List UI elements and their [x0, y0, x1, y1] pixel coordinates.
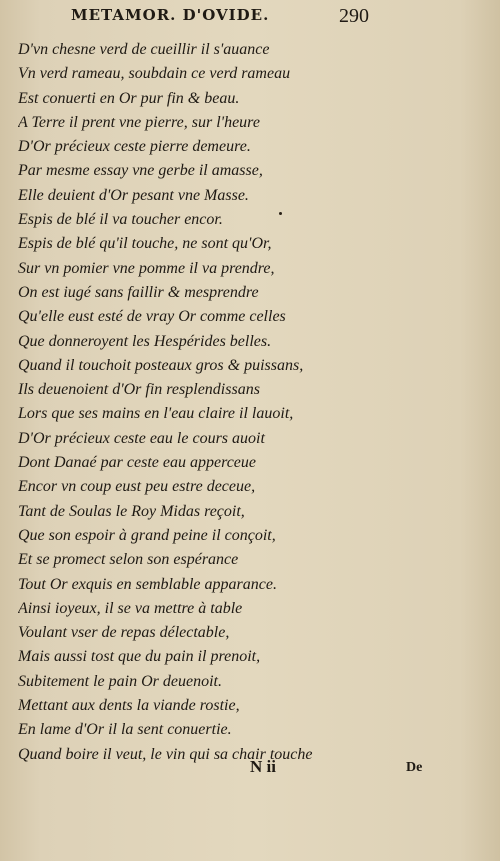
signature-mark: N ii	[250, 757, 276, 776]
verse-line: Par mesme essay vne gerbe il amasse,	[18, 162, 263, 180]
verse-line: Que son espoir à grand peine il conçoit,	[18, 526, 276, 544]
verse-line: Elle deuient d'Or pesant vne Masse.	[18, 186, 249, 204]
verse-line: En lame d'Or il la sent conuertie.	[18, 721, 232, 739]
verse-line: Ils deuenoient d'Or fin resplendissans	[18, 381, 260, 399]
page-number: 290	[339, 5, 369, 27]
verse-line: Mais aussi tost que du pain il prenoit,	[18, 648, 261, 666]
verse-line: A Terre il prent vne pierre, sur l'heure	[18, 113, 260, 131]
verse-line: Encor vn coup eust peu estre deceue,	[18, 478, 256, 496]
verse-line: Tout Or exquis en semblable apparance.	[18, 575, 277, 593]
verse-list	[18, 38, 488, 767]
verse-line: Quand boire il veut, le vin qui sa chair touche	[18, 745, 313, 763]
verse-line: Tant de Soulas le Roy Midas reçoit,	[18, 502, 245, 520]
verse-line: Espis de blé il va toucher encor.	[18, 211, 223, 229]
verse-line: Et se promect selon son espérance	[18, 551, 239, 569]
verse-line: Lors que ses mains en l'eau claire il lauoit,	[18, 405, 294, 423]
verse-line: Dont Danaé par ceste eau apperceue	[18, 454, 256, 472]
verse-line: Vn verd rameau, soubdain ce verd rameau	[18, 65, 291, 83]
verse-line: D'vn chesne verd de cueillir il s'auance	[18, 41, 270, 58]
verse-line: Subitement le pain Or deuenoit.	[18, 672, 222, 690]
verse-line: Espis de blé qu'il touche, ne sont qu'Or,	[18, 235, 272, 253]
verse-line: Que donneroyent les Hespérides belles.	[18, 332, 272, 350]
verse-line: Sur vn pomier vne pomme il va prendre,	[18, 259, 275, 277]
verse-line: Voulant vser de repas délectable,	[18, 624, 230, 642]
catchword: De	[406, 760, 423, 775]
verse-line: D'Or précieux ceste eau le cours auoit	[18, 429, 265, 447]
verse-line: D'Or précieux ceste pierre demeure.	[18, 138, 251, 156]
ink-dot	[279, 212, 282, 215]
running-title: METAMOR. D'OVIDE.	[71, 6, 270, 24]
verse-line: Est conuerti en Or pur fin & beau.	[18, 89, 240, 107]
verse-line: Quand il touchoit posteaux gros & puissans,	[18, 356, 304, 374]
verse-line: On est iugé sans faillir & mesprendre	[18, 283, 259, 301]
verse-line: Mettant aux dents la viande rostie,	[18, 697, 240, 715]
verse-line: Qu'elle eust esté de vray Or comme celles	[18, 308, 286, 326]
verse-line: Ainsi ioyeux, il se va mettre à table	[18, 599, 243, 617]
